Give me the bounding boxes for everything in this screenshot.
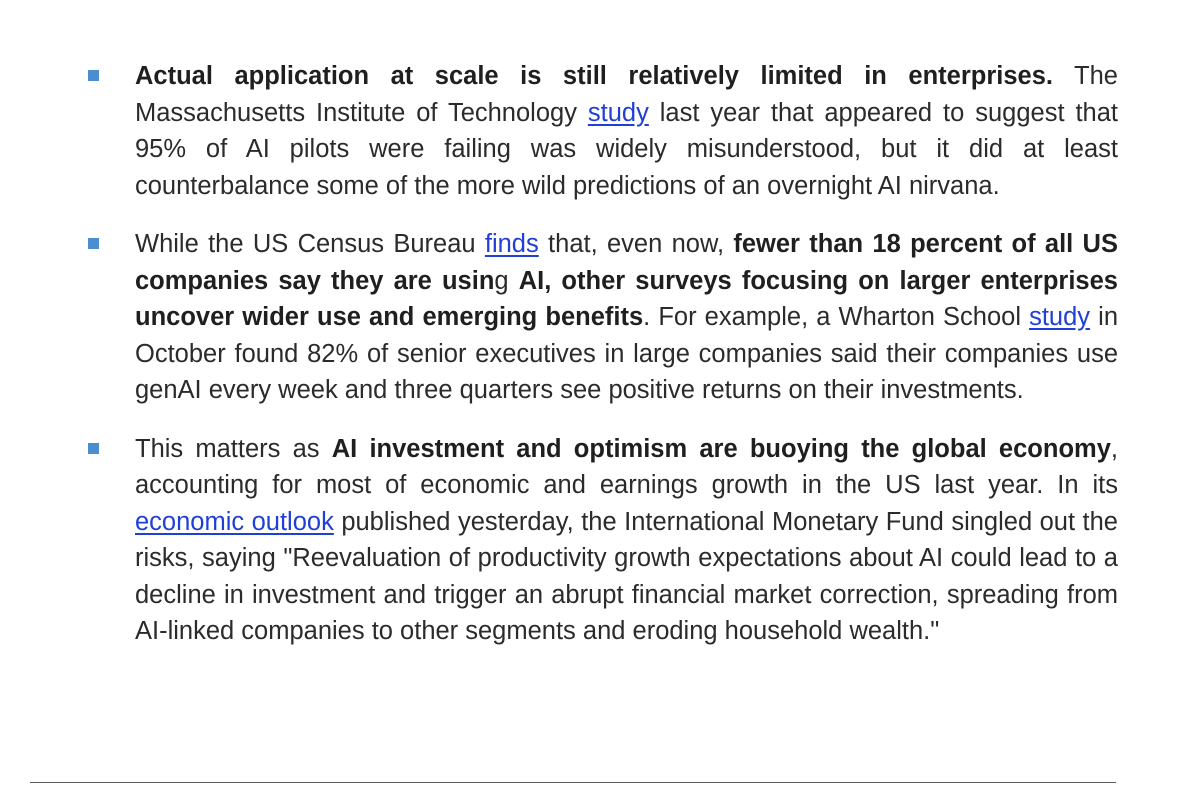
- bold-text: AI investment and optimism are buoying the global economy: [331, 434, 1111, 463]
- bullet-list: [82, 58, 1118, 672]
- square-bullet-icon: [88, 70, 99, 81]
- bold-text: Actual application at scale is still relatively limited in enterprises.: [135, 62, 1053, 90]
- body-text: published yesterday, the International Monetary Fund singled out the risks, saying "Reevaluation of productivity growth expectations about AI could lead to a decline in investment and trigger an abrupt financial market correction, spreading from AI-linked companies to other segments and eroding household wealth.": [135, 507, 1118, 645]
- body-text: This matters as: [135, 434, 332, 463]
- bold-text: fewer than 18 percent of all US companies say they are usin: [135, 230, 1118, 295]
- bullet-item-mit-study: [82, 58, 1118, 204]
- bullet-item-imf-outlook: [82, 431, 1118, 650]
- wharton-study-link[interactable]: study: [1029, 303, 1091, 331]
- bullet-item-census-bureau: [82, 226, 1118, 409]
- body-text: While the US Census Bureau: [135, 230, 485, 258]
- body-text: . For example, a Wharton School: [643, 303, 1030, 331]
- body-text: that, even now,: [538, 230, 734, 258]
- economic-outlook-link[interactable]: economic outlook: [135, 507, 334, 536]
- square-bullet-icon: [88, 238, 99, 249]
- body-text: last year that appeared to suggest that 95% of AI pilots were failing was widely misunderstood, but it did at least counterbalance some of the more wild predictions of an overnight AI nirvana.: [135, 98, 1118, 200]
- square-bullet-icon: [88, 443, 99, 454]
- footer-divider: [30, 782, 1116, 783]
- body-text: g: [494, 266, 519, 295]
- mit-study-link[interactable]: study: [587, 98, 649, 127]
- body-text: in October found 82% of senior executives in large companies said their companies use genAI every week and three quarters see positive returns on their investments.: [135, 303, 1118, 404]
- census-finds-link[interactable]: finds: [484, 230, 539, 258]
- body-text: The Massachusetts Institute of Technology: [135, 62, 1118, 127]
- body-text: , accounting for most of economic and earnings growth in the US last year. In its: [135, 434, 1118, 499]
- bold-text: AI, other surveys focusing on larger enterprises uncover wider use and emerging benefits: [135, 266, 1118, 331]
